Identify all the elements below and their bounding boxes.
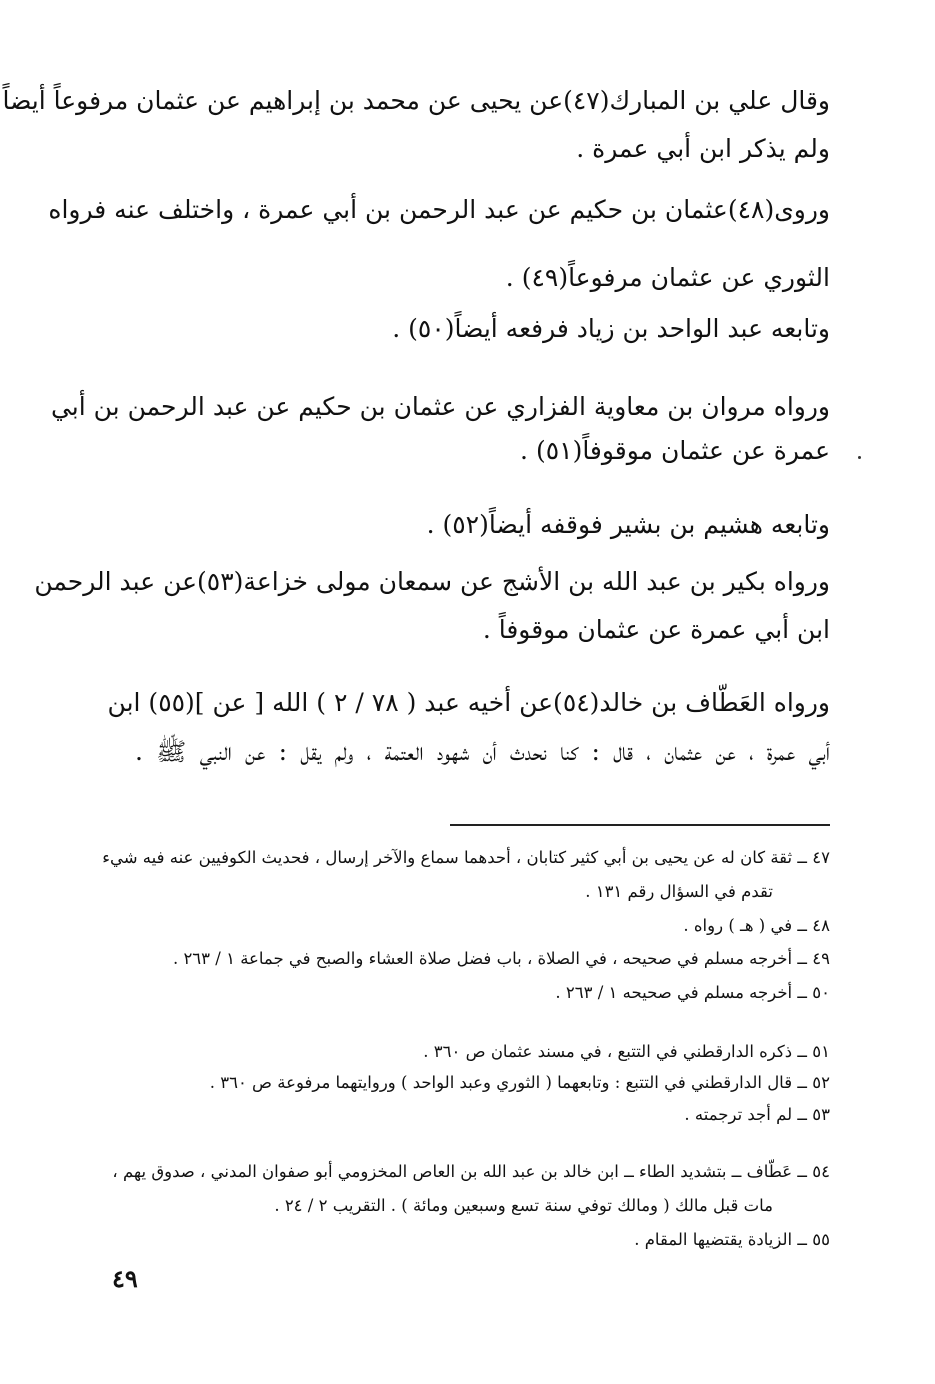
body-line-4: الثوري عن عثمان مرفوعاً(٤٩) . <box>505 263 830 292</box>
body-line-11: ورواه العَطّاف بن خالد(٥٤)عن أخيه عبد ( ٧٨ / ٢ ) الله [ عن ](٥٥) ابن <box>107 688 830 717</box>
body-line-7: عمرة عن عثمان موقوفاً(٥١) . <box>520 436 830 465</box>
footnote-55: ٥٥ ــ الزيادة يقتضيها المقام . <box>634 1230 830 1249</box>
footnote-47: ٤٧ ــ ثقة كان له عن يحيى بن أبي كثير كتابان ، أحدهما سماع والآخر إرسال ، فحديث الكوفيين عنه فيه شيء <box>102 848 830 867</box>
body-line-2: ولم يذكر ابن أبي عمرة . <box>576 134 830 163</box>
footnote-50: ٥٠ ــ أخرجه مسلم في صحيحه ١ / ٢٦٣ . <box>555 983 830 1002</box>
body-line-9: ورواه بكير بن عبد الله بن الأشج عن سمعان مولى خزاعة(٥٣)عن عبد الرحمن <box>34 567 830 596</box>
footnote-52: ٥٢ ــ قال الدارقطني في التتبع : وتابعهما ( الثوري وعبد الواحد ) وروايتهما مرفوعة ص ٣٦٠ . <box>209 1073 830 1092</box>
footnote-separator <box>450 824 830 826</box>
body-line-6: ورواه مروان بن معاوية الفزاري عن عثمان بن حكيم عن عبد الرحمن بن أبي <box>50 392 830 421</box>
body-line-12: أبي عمرة ، عن عثمان ، قال : كنا نحدث أن شهود العتمة ، ولم يقل : عن النبي ﷺ . <box>135 737 830 766</box>
page-number: ٤٩ <box>112 1264 138 1293</box>
footnote-53: ٥٣ ــ لم أجد ترجمته . <box>684 1105 830 1124</box>
footnote-48: ٤٨ ــ في ( هـ ) رواه . <box>683 916 830 935</box>
ink-speck <box>858 456 861 459</box>
body-line-8: وتابعه هشيم بن بشير فوقفه أيضاً(٥٢) . <box>426 510 830 539</box>
body-line-3: وروى(٤٨)عثمان بن حكيم عن عبد الرحمن بن أبي عمرة ، واختلف عنه فرواه <box>48 195 830 224</box>
body-line-5: وتابعه عبد الواحد بن زياد فرفعه أيضاً(٥٠) . <box>392 314 830 343</box>
footnote-47-cont: تقدم في السؤال رقم ١٣١ . <box>585 882 773 901</box>
body-line-1: وقال علي بن المبارك(٤٧)عن يحيى عن محمد بن إبراهيم عن عثمان مرفوعاً أيضاً <box>2 86 830 115</box>
footnote-54-cont: مات قبل مالك ( ومالك توفي سنة تسع وسبعين ومائة ) . التقريب ٢ / ٢٤ . <box>274 1196 773 1215</box>
footnote-54: ٥٤ ــ عَطّاف ــ بتشديد الطاء ــ ابن خالد بن عبد الله بن العاص المخزومي أبو صفوان المدني ، صدوق يهم ، <box>112 1162 830 1181</box>
body-line-10: ابن أبي عمرة عن عثمان موقوفاً . <box>482 615 830 644</box>
footnote-51: ٥١ ــ ذكره الدارقطني في التتبع ، في مسند عثمان ص ٣٦٠ . <box>423 1042 830 1061</box>
footnote-49: ٤٩ ــ أخرجه مسلم في صحيحه ، في الصلاة ، باب فضل صلاة العشاء والصبح في جماعة ١ / ٢٦٣ . <box>172 949 830 968</box>
